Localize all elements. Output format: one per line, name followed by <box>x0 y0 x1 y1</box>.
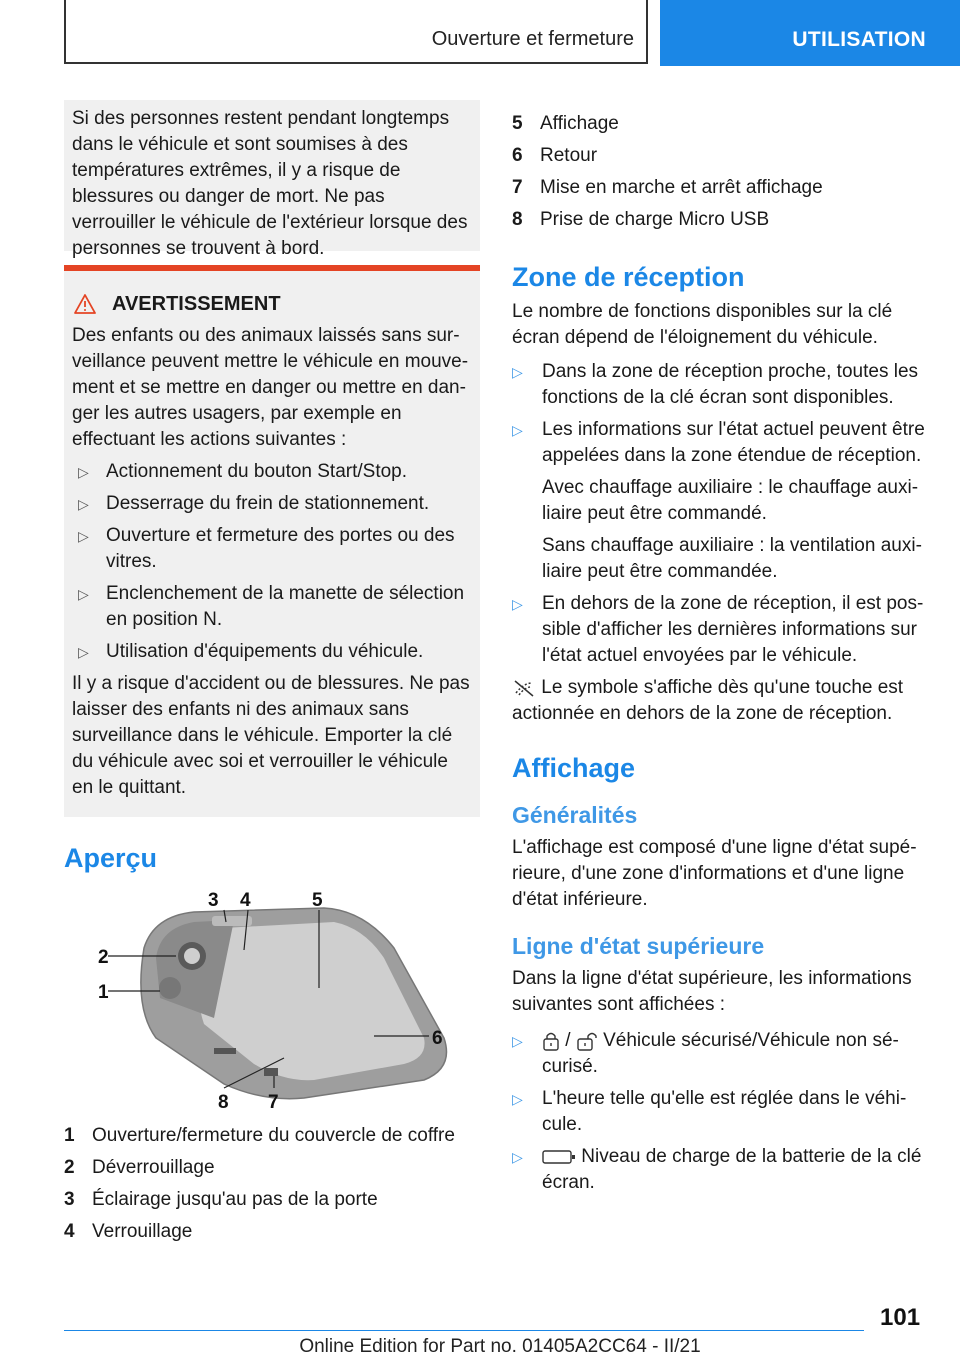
overview-heading: Aperçu <box>64 843 158 873</box>
upper-status-heading: Ligne d'état supérieure <box>512 933 765 959</box>
upper-status-intro: Dans la ligne d'état supérieure, les informations suivantes sont affichées : <box>512 968 912 1015</box>
list-item: 6 Retour <box>512 145 598 166</box>
warning-outro: Il y a risque d'accident ou de blessures. Ne pas laisser des enfants ni des animaux sans surveillance dans le véhicule. Emporter la clé du véhicule avec soi et verrouiller le véhicule en le quittant. <box>72 673 470 798</box>
edition-line: Online Edition for Part no. 01405A2CC64 - II/21 <box>299 1336 701 1357</box>
bullet-triangle-icon: ▷ <box>78 644 89 660</box>
display-key-figure <box>64 888 480 1114</box>
list-item: 4 Verrouillage <box>64 1221 193 1242</box>
header-chapter-tab <box>660 0 960 66</box>
caution-box <box>64 100 480 259</box>
reception-heading: Zone de réception <box>512 262 745 292</box>
list-item: ▷ Ouverture et fermeture des portes ou des vitres. <box>78 525 455 572</box>
figure-callout: 6 <box>432 1028 443 1049</box>
right-column <box>512 108 932 1202</box>
out-of-range-signal-icon <box>512 679 536 697</box>
page-header <box>0 0 960 66</box>
list-item: ▷ Desserrage du frein de stationnement. <box>72 491 472 517</box>
header-section-tab <box>64 0 648 64</box>
list-item: 7 Mise en marche et arrêt affichage <box>512 177 823 198</box>
bullet-triangle-icon: ▷ <box>512 422 523 438</box>
upper-status-list <box>512 1028 932 1196</box>
left-column <box>64 100 480 1248</box>
figure-callout: 8 <box>218 1092 229 1113</box>
figure-callout: 2 <box>98 947 109 968</box>
warning-title: AVERTISSEMENT <box>112 293 281 315</box>
bullet-triangle-icon: ▷ <box>512 1033 523 1049</box>
list-item: 2 Déverrouillage <box>64 1157 215 1178</box>
bullet-triangle-icon: ▷ <box>78 586 89 602</box>
bullet-triangle-icon: ▷ <box>512 596 523 612</box>
bullet-triangle-icon: ▷ <box>78 464 89 480</box>
warning-triangle-icon <box>74 294 96 314</box>
warning-list <box>72 459 472 665</box>
footer-divider <box>64 1330 864 1331</box>
header-section-title: Ouverture et fermeture <box>431 28 634 50</box>
display-heading: Affichage <box>512 753 636 783</box>
list-item: ▷ Dans la zone de réception proche, toutes les fonctions de la clé écran sont disponibles. <box>512 361 919 408</box>
legend-list-right <box>512 108 932 236</box>
figure-callout: 1 <box>98 982 109 1003</box>
list-item: 1 Ouverture/fermeture du couvercle de coffre <box>64 1125 455 1146</box>
list-item: 8 Prise de charge Micro USB <box>512 209 770 230</box>
bullet-triangle-icon: ▷ <box>512 1149 523 1165</box>
bullet-triangle-icon: ▷ <box>78 496 89 512</box>
symbol-note: Le symbole s'affiche dès qu'une touche est actionnée en dehors de la zone de réception. <box>512 677 904 724</box>
reception-intro: Le nombre de fonctions disponibles sur la clé écran dépend de l'éloignement du véhicule. <box>512 301 893 348</box>
list-item: ▷ Actionnement du bouton Start/Stop. <box>72 459 472 485</box>
list-item: ▷ En dehors de la zone de réception, il est possible d'afficher les dernières informations sur l'état actuel envoyées par le véhicule. <box>512 593 924 666</box>
list-item: 3 Éclairage jusqu'au pas de la porte <box>64 1189 378 1210</box>
general-heading: Généralités <box>512 802 638 828</box>
list-item: ▷ Utilisation d'équipements du véhicule. <box>72 639 472 665</box>
list-item: ▷ / Véhicule sécurisé/Véhicule non sécurisé. <box>512 1030 899 1077</box>
list-item: ▷ L'heure telle qu'elle est réglée dans le véhicule. <box>512 1088 907 1135</box>
warning-box <box>64 265 480 817</box>
warning-intro: Des enfants ou des animaux laissés sans surveillance peuvent mettre le véhicule en mouvement et se mettre en danger ou mettre en danger les autres usagers, par exemple en effectuant les actions suivantes : <box>72 325 469 450</box>
list-item: ▷ Niveau de charge de la batterie de la clé écran. <box>512 1146 922 1193</box>
warning-heading <box>72 291 472 317</box>
list-item: ▷ Enclenchement de la manette de sélection en position N. <box>78 583 465 630</box>
lock-closed-icon <box>542 1031 560 1051</box>
bullet-triangle-icon: ▷ <box>512 364 523 380</box>
page-number: 101 <box>880 1304 921 1331</box>
bullet-triangle-icon: ▷ <box>512 1091 523 1107</box>
figure-callout: 3 <box>208 890 219 911</box>
caution-text: Si des personnes restent pendant longtemps dans le véhicule et sont soumises à des températures extrêmes, il y a risque de blessures ou danger de mort. Ne pas verrouiller le véhicule de l'extérieur lorsque des personnes se trouvent à bord. <box>72 108 468 259</box>
general-text: L'affichage est composé d'une ligne d'état supérieure, d'une zone d'informations et d'une ligne d'état inférieure. <box>512 837 917 910</box>
bullet-triangle-icon: ▷ <box>78 528 89 544</box>
lock-open-icon <box>576 1031 598 1051</box>
figure-callout: 4 <box>240 890 251 911</box>
battery-icon <box>542 1149 576 1165</box>
figure-callout: 5 <box>312 890 323 911</box>
legend-list-left <box>64 1120 480 1248</box>
header-chapter-title: UTILISATION <box>792 28 926 51</box>
list-item: 5 Affichage <box>512 113 619 134</box>
list-item: ▷ Les informations sur l'état actuel peuvent être appelées dans la zone étendue de réception. Avec chauffage auxiliaire : le chauffage auxiliaire peut être commandé. Sans chauffage auxiliaire : la ventilation auxiliaire peut être commandée. <box>512 419 925 582</box>
figure-callout: 7 <box>268 1092 279 1113</box>
reception-list <box>512 359 932 669</box>
